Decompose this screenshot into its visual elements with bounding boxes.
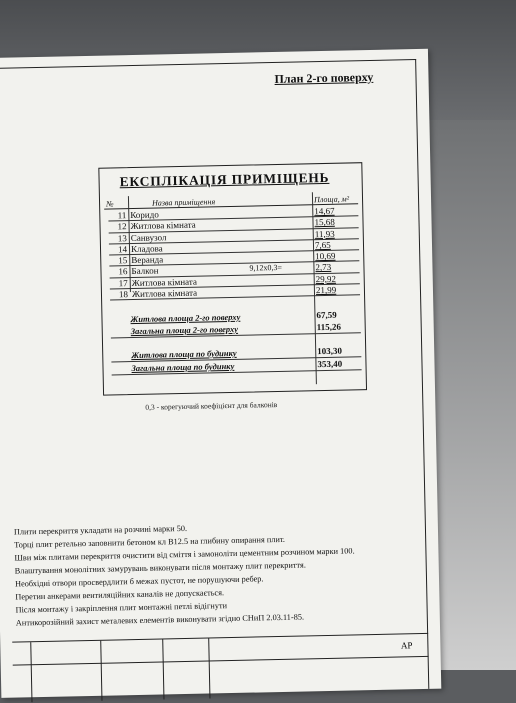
row-number: 15	[118, 255, 128, 266]
row-number: 12	[117, 221, 127, 232]
construction-notes	[14, 517, 436, 630]
total-value: 115,26	[316, 321, 342, 333]
row-number: 18	[118, 289, 129, 300]
document-sheet	[0, 49, 441, 698]
row-area: 10,69	[315, 250, 336, 262]
note-line: Шви між плитами перекриття очистити від сміття і замоноліти цементним розчином марки 100.	[14, 546, 355, 563]
row-name: Коридо	[130, 209, 159, 221]
row-number: 14	[117, 244, 128, 255]
title-block-divider	[30, 642, 32, 702]
note-line: Після монтажу і закріплення плит монтажні петлі відігнути	[15, 601, 228, 615]
row-area: 11,93	[314, 228, 335, 239]
total-value: 103,30	[317, 345, 343, 357]
section-code: АР	[400, 640, 413, 651]
note-line: Влаштування монолітних замурувань виконувати після монтажу плит перекриття.	[14, 560, 306, 576]
row-name: Веранда	[131, 254, 164, 266]
balcony-coefficient-note: 0,3 - корегуючий коефіцієнт для балконів	[145, 400, 278, 412]
column-header-name: Назва приміщення	[151, 197, 216, 208]
row-name: Балкон	[131, 265, 159, 277]
row-number: 16	[118, 266, 128, 277]
title-block	[12, 633, 429, 703]
total-label: Житлова площа 2-го поверху	[130, 311, 241, 325]
total-value: 67,59	[316, 309, 337, 321]
row-name: Житлова кімната	[131, 287, 198, 300]
explication-title: ЕКСПЛІКАЦІЯ ПРИМІЩЕНЬ	[119, 169, 330, 190]
title-block-divider	[162, 639, 164, 699]
row-number: 17	[118, 277, 128, 289]
note-line: Перетин анкерами вентиляційних каналів не допускається.	[15, 588, 225, 602]
row-area: 29,92	[315, 273, 337, 284]
row-number: 13	[117, 232, 127, 243]
row-area: 21,99	[315, 284, 337, 296]
explication-table	[98, 162, 367, 395]
title-block-row-line	[13, 656, 429, 666]
note-line: Антикорозійний захист металевих елементів виконувати згідно СНиП 2.03.11-85.	[15, 612, 305, 628]
column-header-number: №	[105, 199, 114, 209]
row-number: 11	[117, 210, 127, 221]
explication-rows	[108, 205, 360, 301]
row-dimensions: 9,12х0,3=	[249, 263, 283, 274]
total-label: Загальна площа по будинку	[131, 360, 235, 374]
row-area: 2,73	[315, 262, 332, 273]
row-name: Кладова	[130, 243, 163, 254]
row-name: Санвузол	[130, 231, 167, 243]
row-area: 14,67	[314, 205, 335, 217]
total-value: 353,40	[317, 358, 343, 370]
note-line: Плити перекриття укладати на розчині марки 50.	[13, 523, 188, 537]
row-name: Житлова кімната	[130, 219, 196, 232]
title-block-divider	[208, 638, 210, 698]
row-area: 15,68	[314, 217, 335, 228]
plan-title: План 2-го поверху	[274, 69, 374, 87]
total-label: Загальна площа 2-го поверху	[130, 323, 239, 337]
total-label: Житлова площа по будинку	[131, 347, 237, 361]
title-block-divider	[100, 641, 102, 701]
row-name: Житлова кімната	[131, 276, 197, 288]
note-line: Необхідні отвори просвердлити б межах пустот, не порушуючи ребер.	[14, 574, 264, 589]
column-header-area: Площа, м²	[313, 194, 350, 205]
note-line: Торці плит ретельно заповнити бетоном кл В12.5 на глибину опирання плит.	[14, 534, 286, 550]
row-area: 7,65	[314, 239, 331, 251]
